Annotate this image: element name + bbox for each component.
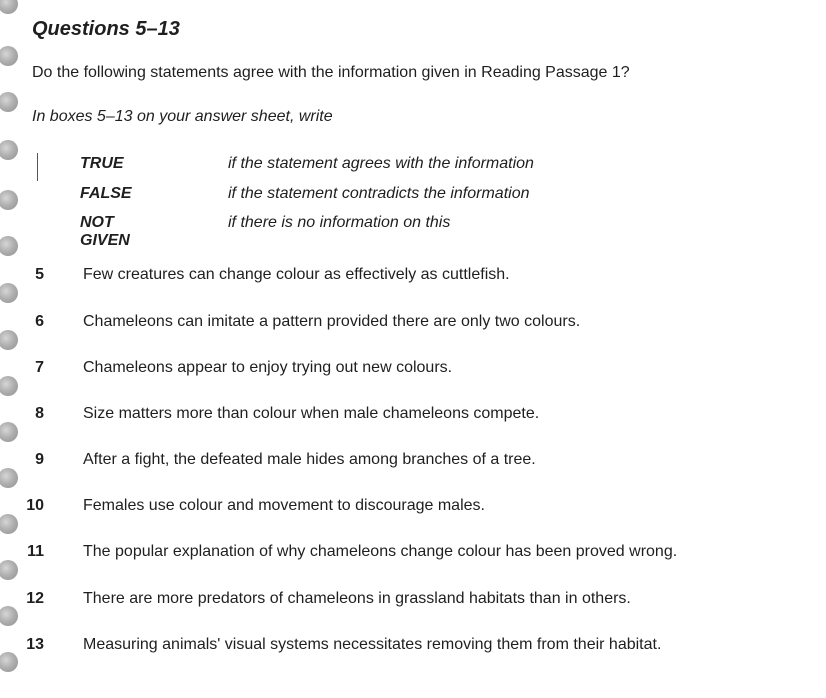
binder-hole-icon: [0, 560, 18, 580]
binder-hole-icon: [0, 283, 18, 303]
instruction-text: Do the following statements agree with the information given in Reading Passage 1?: [32, 64, 630, 81]
binder-hole-icon: [0, 140, 18, 160]
binder-hole-icon: [0, 514, 18, 534]
question-number: 10: [26, 497, 44, 514]
key-term: NOT GIVEN: [80, 214, 130, 249]
question-text: Few creatures can change colour as effectively as cuttlefish.: [83, 266, 510, 283]
binder-hole-icon: [0, 376, 18, 396]
key-description: if the statement agrees with the information: [228, 155, 534, 172]
question-number: 9: [35, 451, 44, 468]
binder-hole-icon: [0, 46, 18, 66]
answer-instruction: In boxes 5–13 on your answer sheet, write: [32, 108, 333, 125]
binder-hole-icon: [0, 422, 18, 442]
binder-hole-icon: [0, 330, 18, 350]
question-text: Chameleons appear to enjoy trying out new colours.: [83, 359, 453, 376]
binder-hole-icon: [0, 190, 18, 210]
question-number: 11: [27, 543, 44, 560]
key-description: if there is no information on this: [228, 214, 451, 231]
key-term: TRUE: [80, 155, 124, 172]
question-number: 12: [26, 590, 44, 607]
question-text: Size matters more than colour when male chameleons compete.: [83, 405, 540, 422]
question-text: Measuring animals' visual systems necessitates removing them from their habitat.: [83, 636, 662, 653]
question-number: 13: [26, 636, 44, 653]
binder-hole-icon: [0, 606, 18, 626]
question-text: After a fight, the defeated male hides among branches of a tree.: [83, 451, 536, 468]
binder-hole-icon: [0, 0, 18, 14]
question-text: Females use colour and movement to discourage males.: [83, 497, 485, 514]
question-number: 8: [35, 405, 44, 422]
question-text: Chameleons can imitate a pattern provided there are only two colours.: [83, 313, 581, 330]
question-number: 5: [35, 266, 44, 283]
question-number: 6: [35, 313, 44, 330]
key-divider: [37, 153, 38, 181]
key-description: if the statement contradicts the information: [228, 185, 530, 202]
binder-hole-icon: [0, 652, 18, 672]
binder-hole-icon: [0, 236, 18, 256]
page-title: Questions 5–13: [32, 18, 180, 40]
key-term: FALSE: [80, 185, 132, 202]
question-text: There are more predators of chameleons in grassland habitats than in others.: [83, 590, 631, 607]
binder-hole-icon: [0, 468, 18, 488]
binder-hole-icon: [0, 92, 18, 112]
question-text: The popular explanation of why chameleons change colour has been proved wrong.: [83, 543, 678, 560]
question-number: 7: [35, 359, 44, 376]
